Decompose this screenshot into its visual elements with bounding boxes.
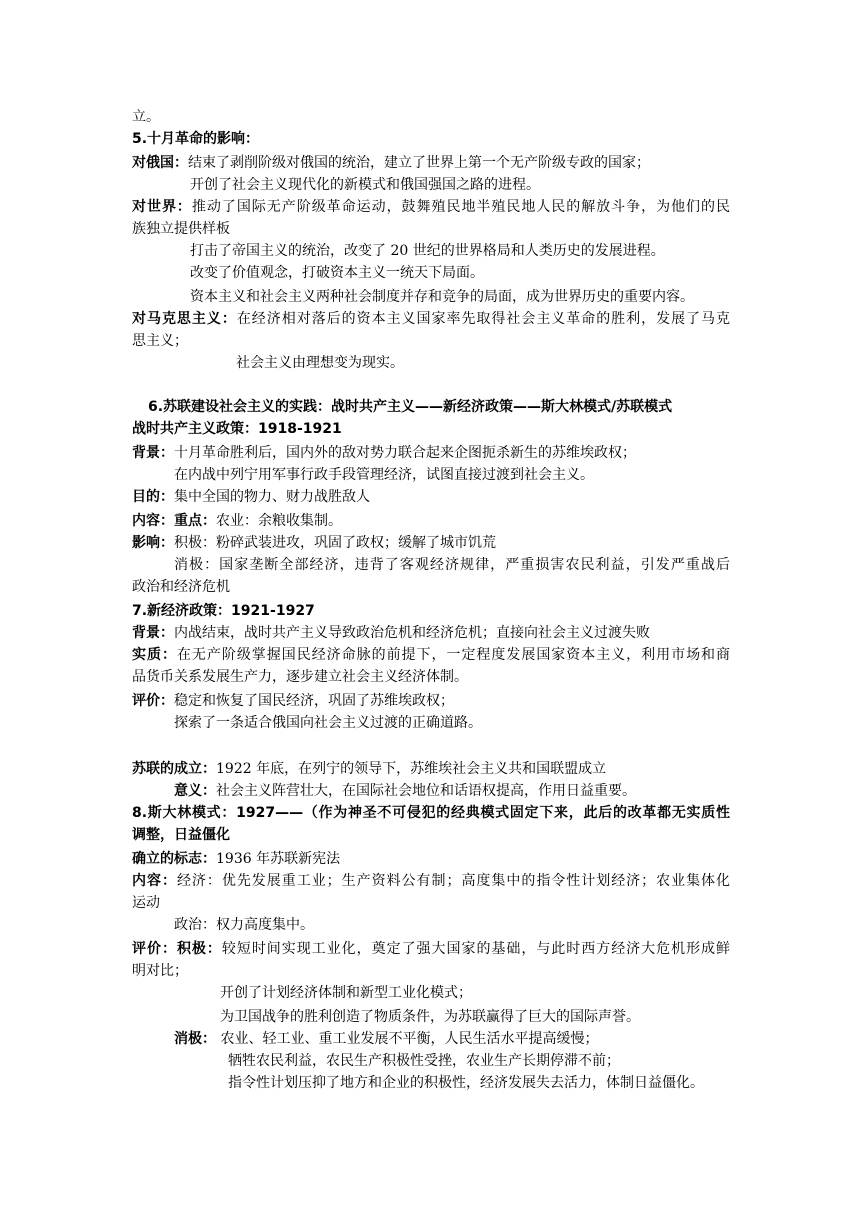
text-line: [132, 824, 230, 846]
bold-label: 苏联的成立：: [132, 761, 216, 777]
bold-label: 背景：: [132, 445, 174, 461]
bold-label: 5.十月革命的影响：: [132, 131, 260, 147]
text-run: 品货币关系发展生产力，逐步建立社会主义经济体制。: [132, 669, 468, 685]
text-run: 改变了价值观念，打破资本主义一统天下局面。: [190, 265, 484, 281]
text-line: [132, 442, 636, 464]
text-run: 政治和经济危机: [132, 579, 230, 595]
text-line: [174, 1028, 598, 1050]
text-line: [190, 174, 540, 196]
text-run: 结束了剥削阶级对俄国的统治，建立了世界上第一个无产阶级专政的国家；: [188, 155, 650, 171]
text-run: 思主义；: [132, 333, 188, 349]
text-line: [132, 152, 650, 174]
bold-label: 目的：: [132, 489, 174, 505]
text-run: 资本主义和社会主义两种社会制度并存和竞争的局面，成为世界历史的重要内容。: [190, 289, 694, 305]
text-run: 政治：权力高度集中。: [174, 917, 314, 933]
text-line: [132, 802, 730, 824]
text-line: [132, 510, 342, 532]
text-run: 农业：余粮收集制。: [216, 513, 342, 529]
text-run: 牺牲农民利益，农民生产积极性受挫，农业生产长期停滞不前；: [228, 1053, 620, 1069]
bold-label: 6.苏联建设社会主义的实践：战时共产主义——新经济政策——斯大林模式/苏联模式: [148, 399, 673, 415]
bold-label: 对俄国：: [132, 155, 188, 171]
text-line: [132, 308, 730, 330]
text-line: [148, 396, 672, 418]
bold-label: 对马克思主义：: [132, 311, 237, 327]
bold-label: 8.斯大林模式：1927——（作为神圣不可侵犯的经典模式固定下来，此后的改革都无实质性: [132, 805, 730, 821]
text-run: 明对比；: [132, 963, 188, 979]
text-line: [228, 1050, 620, 1072]
text-line: [174, 464, 594, 486]
text-line: [132, 758, 606, 780]
text-line: [132, 576, 230, 598]
text-run: 开创了社会主义现代化的新模式和俄国强国之路的进程。: [190, 177, 540, 193]
text-run: 农业、轻工业、重工业发展不平衡，人民生活水平提高缓慢；: [216, 1031, 599, 1047]
text-run: 推动了国际无产阶级革命运动，鼓舞殖民地半殖民地人民的解放斗争，为他们的民: [191, 199, 731, 215]
text-run: 为卫国战争的胜利创造了物质条件，为苏联赢得了巨大的国际声誉。: [220, 1009, 640, 1025]
text-line: [132, 666, 468, 688]
bold-label: 7.新经济政策：1921-1927: [132, 603, 315, 619]
text-run: 探索了一条适合俄国向社会主义过渡的正确道路。: [174, 715, 482, 731]
text-line: [132, 870, 730, 892]
text-run: 1922 年底，在列宁的领导下，苏维埃社会主义共和国联盟成立: [216, 761, 607, 777]
text-run: 在经济相对落后的资本主义国家率先取得社会主义革命的胜利，发展了马克: [236, 311, 731, 327]
text-line: [132, 960, 188, 982]
text-run: 社会主义由理想变为现实。: [236, 355, 404, 371]
bold-label: 影响：: [132, 535, 174, 551]
text-line: [228, 1072, 704, 1094]
text-run: 1936 年苏联新宪法: [216, 851, 341, 867]
text-run: 积极：粉碎武装进攻，巩固了政权；缓解了城市饥荒: [174, 535, 496, 551]
text-line: [132, 622, 650, 644]
text-run: 集中全国的物力、财力战胜敌人: [174, 489, 370, 505]
text-line: [174, 712, 482, 734]
text-line: [190, 286, 694, 308]
bold-label: 积极：: [176, 941, 222, 957]
text-run: 内战结束，战时共产主义导致政治危机和经济危机；直接向社会主义过渡失败: [174, 625, 650, 641]
text-line: [132, 486, 370, 508]
bold-label: 意义：: [174, 783, 216, 799]
bold-label: 对世界：: [132, 199, 192, 215]
text-run: 消极：国家垄断全部经济，违背了客观经济规律，严重损害农民利益，引发严重战后: [174, 557, 730, 573]
text-line: [132, 196, 730, 218]
text-line: [174, 780, 636, 802]
bold-label: 评价：: [132, 941, 177, 957]
bold-label: 实质：: [132, 647, 177, 663]
text-run: 开创了计划经济体制和新型工业化模式；: [220, 985, 472, 1001]
text-line: [190, 240, 665, 262]
bold-label: 调整，日益僵化: [132, 827, 230, 843]
text-line: [220, 1006, 640, 1028]
text-run: 在无产阶级掌握国民经济命脉的前提下，一定程度发展国家资本主义，利用市场和商: [176, 647, 731, 663]
text-run: 较短时间实现工业化，奠定了强大国家的基础，与此时西方经济大危机形成鲜: [221, 941, 731, 957]
bold-label: 消极：: [174, 1031, 216, 1047]
bold-label: 重点：: [174, 513, 216, 529]
text-run: 打击了帝国主义的统治，改变了 20 世纪的世界格局和人类历史的发展进程。: [190, 243, 665, 259]
bold-label: 内容：: [132, 873, 177, 889]
text-line: [132, 892, 160, 914]
bold-label: 内容：: [132, 513, 174, 529]
text-run: 运动: [132, 895, 160, 911]
text-line: [132, 532, 496, 554]
text-line: [132, 848, 340, 870]
text-line: [132, 644, 730, 666]
text-run: 稳定和恢复了国民经济，巩固了苏维埃政权；: [174, 693, 454, 709]
text-line: [132, 330, 188, 352]
text-run: 指令性计划压抑了地方和企业的积极性，经济发展失去活力，体制日益僵化。: [228, 1075, 704, 1091]
text-line: [220, 982, 472, 1004]
text-run: 社会主义阵营壮大，在国际社会地位和话语权提高，作用日益重要。: [216, 783, 636, 799]
text-line: [132, 128, 259, 150]
text-run: 经济：优先发展重工业；生产资料公有制；高度集中的指令性计划经济；农业集体化: [176, 873, 731, 889]
bold-label: 确立的标志：: [132, 851, 216, 867]
text-run: 十月革命胜利后，国内外的敌对势力联合起来企图扼杀新生的苏维埃政权；: [174, 445, 636, 461]
bold-label: 背景：: [132, 625, 174, 641]
bold-label: 战时共产主义政策：1918-1921: [132, 421, 342, 437]
text-line: [132, 218, 230, 240]
text-run: 族独立提供样板: [132, 221, 230, 237]
text-run: 立。: [132, 109, 160, 125]
text-line: [132, 106, 160, 128]
bold-label: 评价：: [132, 693, 174, 709]
text-line: [174, 554, 730, 576]
text-line: [132, 690, 454, 712]
text-line: [190, 262, 484, 284]
text-line: [236, 352, 404, 374]
text-line: [132, 938, 730, 960]
text-run: 在内战中列宁用军事行政手段管理经济，试图直接过渡到社会主义。: [174, 467, 594, 483]
text-line: [174, 914, 314, 936]
text-line: [132, 418, 342, 440]
text-line: [132, 600, 315, 622]
